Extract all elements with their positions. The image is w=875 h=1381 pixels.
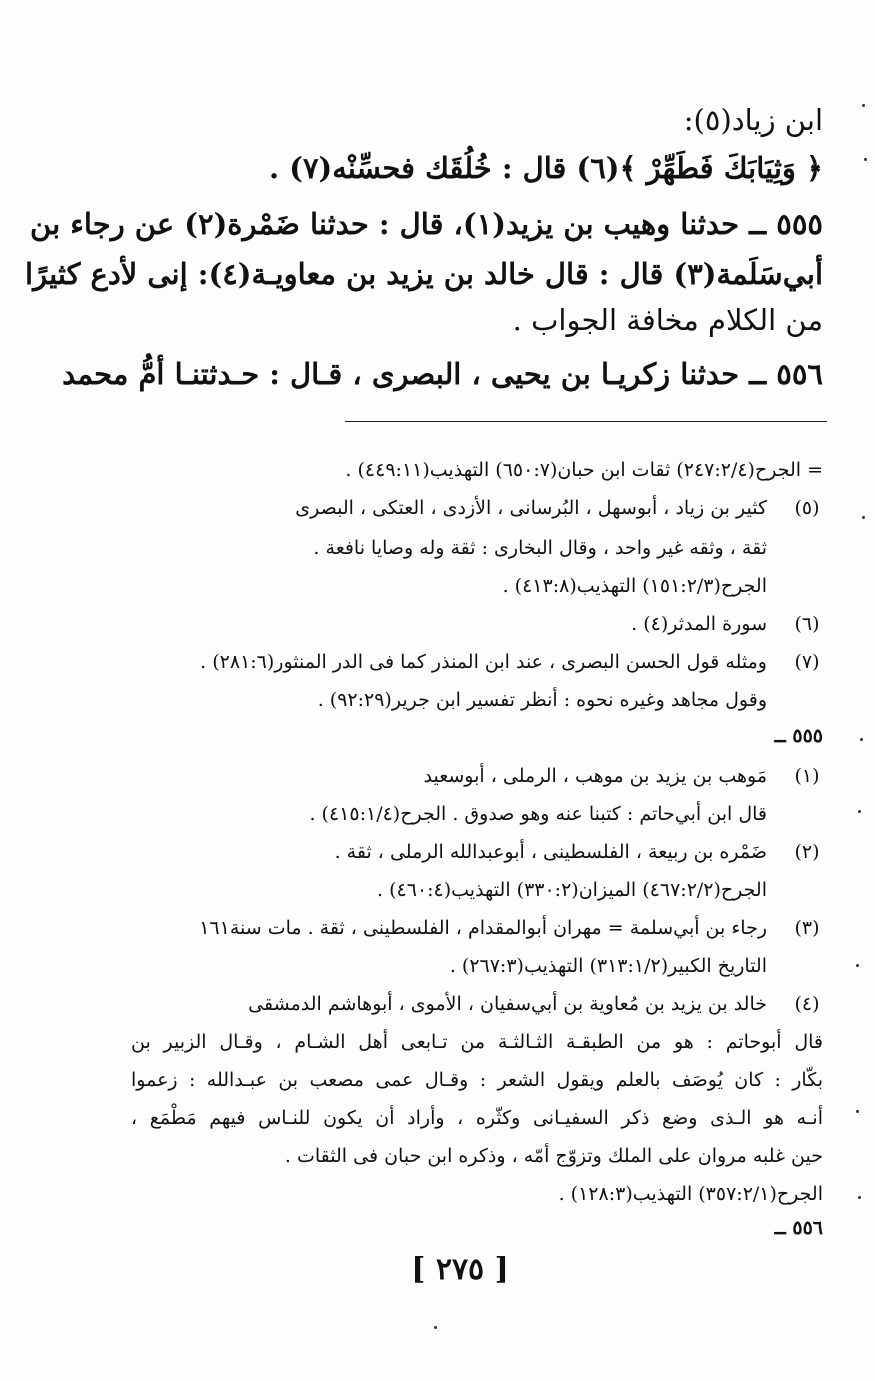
footnote-line: حين غلبه مروان على الملك وتزوّج أمّه ، وذكره ابن حبان فى الثقات . <box>284 1145 823 1167</box>
footnote-line: خالد بن يزيد بن مُعاوية بن أبي‌سفيان ، الأموى ، أبوهاشم الدمشقى <box>248 993 767 1015</box>
scan-speck <box>860 738 863 741</box>
footnote-line: قال ابن أبي‌حاتم : كتبنا عنه وهو صدوق . الجرح(٤١٥:١/٤) . <box>309 803 767 825</box>
footnote-line: ضَمْره بن ربيعة ، الفلسطينى ، أبوعبدالله الرملى ، ثقة . <box>334 841 767 863</box>
main-line-3-hadith-555: ٥٥٥ ــ حدثنا وهيب بن يزيد(١)، قال : حدثنا ضَمْرة(٢) عن رجاء بن <box>30 207 823 241</box>
footnote-number: (٧) <box>794 651 820 673</box>
footnote-carry-over-text: = الجرح(٢٤٧:٢/٤) ثقات ابن حبان(٦٥٠:٧) التهذيب(٤٤٩:١١) . <box>345 459 823 481</box>
footnote-line: قال أبوحاتم : هو من الطبقـة الثـالثـة من تـابعى أهل الشـام ، وقـال الزبير بن <box>131 1031 823 1053</box>
scan-speck <box>862 516 865 519</box>
footnote-number: (٢) <box>794 841 820 863</box>
scan-speck <box>858 810 861 813</box>
scan-speck <box>862 104 865 107</box>
scan-speck <box>864 158 867 161</box>
scan-speck <box>858 1196 861 1199</box>
main-line-4: أبي‌سَلَمة(٣) قال : قال خالد بن يزيد بن معاويـة(٤): إنى لأدع كثيرًا <box>25 257 823 291</box>
main-line-2-quran-verse: ﴿ وَثِيَابَكَ فَطَهِّرْ ﴾(٦) قال : خُلُقَك فحسِّنْه(٧) . <box>269 151 823 185</box>
footnote-line: رجاء بن أبي‌سلمة = مهران أبوالمقدام ، الفلسطينى ، ثقة . مات سنة١٦١ <box>199 917 767 939</box>
footnote-divider <box>345 421 827 422</box>
footnote-line: التاريخ الكبير(٣١٣:١/٢) التهذيب(٢٦٧:٣) . <box>449 955 767 977</box>
footnote-line: بكّار : كان يُوصَف بالعلم ويقول الشعر : وقـال عمى مصعب بن عبـدالله : زعموا <box>131 1069 823 1091</box>
page-number: [ ٢٧٥ ] <box>411 1252 509 1287</box>
footnote-line: كثير بن زياد ، أبوسهل ، البُرسانى ، الأزدى ، العتكى ، البصرى <box>295 497 767 519</box>
footnote-line: أنـه هو الـذى وضع ذكر السفيـانى وكثّره ، وأراد أن يكون للنـاس فيهم مَطْمَع ، <box>131 1107 823 1129</box>
footnote-number: (٤) <box>794 993 820 1015</box>
main-line-6-hadith-556: ٥٥٦ ــ حدثنا زكريـا بن يحيى ، البصرى ، قـال : حـدثتنـا أمُّ محمد <box>62 357 823 391</box>
footnote-line: ومثله قول الحسن البصرى ، عند ابن المنذر كما فى الدر المنثور(٢٨١:٦) . <box>200 651 767 673</box>
footnote-line: الجرح(١٥١:٢/٣) التهذيب(٤١٣:٨) . <box>502 575 767 597</box>
footnote-line: الجرح(٤٦٧:٢/٢) الميزان(٣٣٠:٢) التهذيب(٤٦٠:٤) . <box>376 879 767 901</box>
footnote-heading: ٥٥٥ ــ <box>774 725 823 747</box>
main-line-5: من الكلام مخافة الجواب . <box>512 303 823 337</box>
footnote-number: (١) <box>794 765 820 787</box>
footnote-line: الجرح(٣٥٧:٢/١) التهذيب(١٢٨:٣) . <box>558 1183 823 1205</box>
main-line-1: ابن زياد(٥): <box>683 103 823 137</box>
footnote-number: (٥) <box>794 497 820 519</box>
footnote-heading: ٥٥٦ ــ <box>774 1217 823 1239</box>
footnote-line: ثقة ، وثقه غير واحد ، وقال البخارى : ثقة وله وصايا نافعة . <box>313 537 767 559</box>
footnote-line: سورة المدثر(٤) . <box>631 613 767 635</box>
scan-speck <box>856 1110 859 1113</box>
footnote-number: (٣) <box>794 917 820 939</box>
scan-speck <box>434 1326 437 1329</box>
footnote-line: مَوهب بن يزيد بن موهب ، الرملى ، أبوسعيد <box>423 765 767 787</box>
footnote-line: وقول مجاهد وغيره نحوه : أنظر تفسير ابن جرير(٩٢:٢٩) . <box>317 689 767 711</box>
footnote-number: (٦) <box>794 613 820 635</box>
scan-speck <box>856 964 859 967</box>
